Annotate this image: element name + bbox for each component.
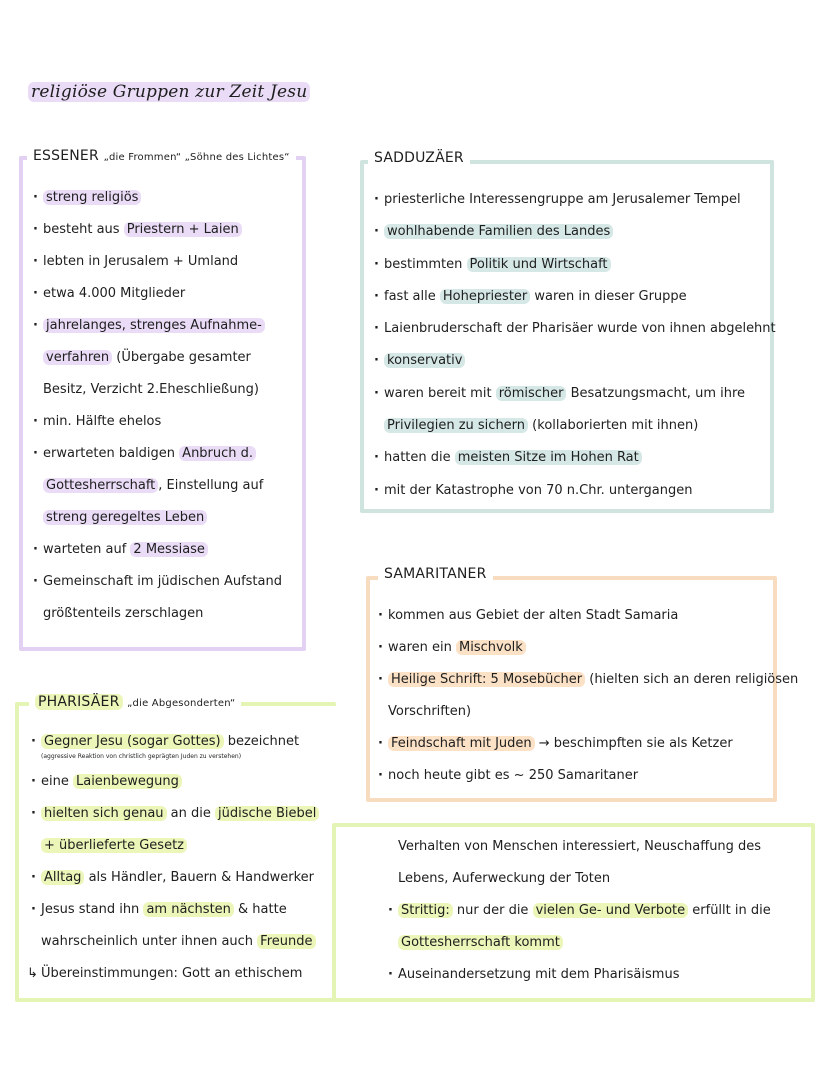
- pharisaeer-list: [31, 726, 319, 990]
- highlighted-text: jüdische Biebel: [215, 806, 319, 821]
- highlighted-text: streng religiös: [43, 190, 141, 205]
- item-text: Laienbruderschaft der Pharisäer wurde von ihnen abgelehnt: [384, 321, 776, 337]
- essener-list: [33, 182, 282, 630]
- list-item: [378, 600, 798, 632]
- list-item: [31, 862, 319, 894]
- pharisaeer-subtitle: „die Abgesonderten“: [127, 698, 236, 709]
- samaritaner-box: [366, 566, 799, 802]
- sadduzaeer-title: SADDUZÄER: [368, 150, 470, 166]
- list-item: [33, 374, 282, 406]
- list-item: [388, 863, 771, 895]
- list-item: [374, 475, 776, 507]
- list-item: [388, 927, 771, 959]
- samaritaner-title: SAMARITANER: [378, 566, 493, 582]
- list-item: [33, 214, 282, 246]
- list-item: [31, 766, 319, 798]
- item-text: erwarteten baldigen: [43, 446, 180, 461]
- list-item: [378, 728, 798, 760]
- highlighted-text: hielten sich genau: [41, 806, 167, 821]
- pharisaeer-title: PHARISÄER: [35, 694, 123, 710]
- highlighted-text: Hohepriester: [440, 289, 530, 304]
- item-text: als Händler, Bauern & Handwerker: [84, 870, 315, 885]
- list-item: [33, 406, 282, 438]
- item-text: fast alle: [384, 288, 440, 304]
- item-text: nur der die: [452, 903, 533, 918]
- highlighted-text: Gottesherrschaft kommt: [398, 935, 563, 950]
- item-text: , Einstellung auf: [158, 478, 264, 493]
- list-item: [33, 278, 282, 310]
- highlighted-text: streng geregeltes Leben: [43, 510, 207, 525]
- item-text: mit der Katastrophe von 70 n.Chr. untergangen: [384, 482, 693, 498]
- highlighted-text: römischer: [496, 386, 567, 401]
- highlighted-text: Gegner Jesu (sogar Gottes): [41, 734, 224, 749]
- item-text: (Übergabe gesamter: [112, 350, 251, 365]
- highlighted-text: Gottesherrschaft: [43, 478, 158, 493]
- essener-box: [19, 148, 306, 651]
- list-item: [31, 958, 319, 990]
- list-item: [33, 534, 282, 566]
- item-text: min. Hälfte ehelos: [43, 414, 162, 429]
- item-text: eine: [41, 774, 73, 789]
- list-item: [33, 470, 282, 502]
- essener-title: ESSENER: [33, 148, 99, 164]
- item-text: kommen aus Gebiet der alten Stadt Samaria: [388, 608, 679, 623]
- highlighted-text: + überlieferte Gesetz: [41, 838, 187, 853]
- item-text: Besitz, Verzicht 2.Eheschließung): [43, 382, 259, 397]
- list-item: [388, 831, 771, 863]
- pharisaeer-list-continued: [388, 831, 771, 991]
- item-text: (kollaborierten mit ihnen): [528, 418, 699, 434]
- item-text: Auseinandersetzung mit dem Pharisäismus: [398, 967, 680, 982]
- item-text: hatten die: [384, 450, 455, 466]
- highlighted-text: Privilegien zu sichern: [384, 418, 528, 433]
- pharisaeer-box-continued: [332, 823, 815, 1002]
- list-item: [374, 313, 776, 345]
- list-item: [388, 895, 771, 927]
- item-text: lebten in Jerusalem + Umland: [43, 254, 239, 269]
- list-item: [31, 926, 319, 958]
- item-text: waren bereit mit: [384, 385, 496, 401]
- item-text: bestimmten: [384, 256, 467, 272]
- item-text: bezeichnet: [223, 734, 300, 749]
- item-text: größtenteils zerschlagen: [43, 606, 204, 621]
- item-text: Übereinstimmungen: Gott an ethischem: [41, 966, 303, 981]
- item-text: Lebens, Auferweckung der Toten: [398, 871, 611, 886]
- highlighted-text: Politik und Wirtschaft: [467, 257, 611, 272]
- list-item: [374, 216, 776, 248]
- item-text: (hielten sich an deren religiösen: [585, 672, 799, 687]
- pharisaeer-box: [15, 694, 336, 1002]
- list-item: [378, 664, 798, 696]
- list-item: [378, 632, 798, 664]
- page-title: religiöse Gruppen zur Zeit Jesu: [28, 82, 310, 102]
- item-text: etwa 4.000 Mitglieder: [43, 286, 186, 301]
- highlighted-text: Anbruch d.: [179, 446, 256, 461]
- essener-subtitle: „die Frommen“ „Söhne des Lichtes“: [103, 152, 290, 163]
- list-item: [374, 281, 776, 313]
- highlighted-text: wohlhabende Familien des Landes: [384, 224, 613, 239]
- highlighted-text: Strittig:: [398, 903, 453, 918]
- item-text: noch heute gibt es ~ 250 Samaritaner: [388, 768, 639, 783]
- list-item: [33, 438, 282, 470]
- list-item: [374, 442, 776, 474]
- item-text: Besatzungsmacht, um ihre: [566, 385, 746, 401]
- highlighted-text: vielen Ge- und Verbote: [533, 903, 689, 918]
- list-item: [388, 959, 771, 991]
- highlighted-text: Mischvolk: [456, 640, 526, 655]
- list-item: [31, 752, 319, 766]
- sadduzaeer-box: [360, 150, 776, 513]
- list-item: [33, 342, 282, 374]
- list-item: [374, 345, 776, 377]
- highlighted-text: am nächsten: [143, 902, 233, 917]
- item-text: an die: [166, 806, 215, 821]
- highlighted-text: Priestern + Laien: [124, 222, 242, 237]
- item-text: besteht aus: [43, 222, 124, 237]
- highlighted-text: verfahren: [43, 350, 112, 365]
- list-item: [378, 696, 798, 728]
- highlighted-text: meisten Sitze im Hohen Rat: [455, 450, 642, 465]
- item-text: priesterliche Interessengruppe am Jerusalemer Tempel: [384, 192, 741, 207]
- item-text: → beschimpften sie als Ketzer: [534, 736, 733, 751]
- list-item: [33, 566, 282, 598]
- list-item: [374, 410, 776, 442]
- item-text: Verhalten von Menschen interessiert, Neuschaffung des: [398, 839, 762, 854]
- item-text: Vorschriften): [388, 704, 472, 719]
- item-text: waren ein: [388, 640, 457, 655]
- list-item: [374, 184, 776, 216]
- list-item: [31, 830, 319, 862]
- list-item: [33, 598, 282, 630]
- list-item: [31, 798, 319, 830]
- list-item: [378, 760, 798, 792]
- highlighted-text: Laienbewegung: [73, 774, 182, 789]
- list-item: [33, 182, 282, 214]
- item-text: wahrscheinlich unter ihnen auch: [41, 934, 258, 949]
- list-item: [374, 378, 776, 410]
- list-item: [33, 502, 282, 534]
- item-text: Jesus stand ihn: [41, 902, 144, 917]
- item-text: warteten auf: [43, 542, 131, 557]
- list-item: [374, 249, 776, 281]
- item-text: & hatte: [233, 902, 287, 917]
- highlighted-text: konservativ: [384, 353, 465, 368]
- highlighted-text: 2 Messiase: [130, 542, 208, 557]
- essener-heading: [27, 148, 296, 164]
- list-item: [33, 310, 282, 342]
- highlighted-text: Alltag: [41, 870, 84, 885]
- highlighted-text: jahrelanges, strenges Aufnahme-: [43, 318, 265, 333]
- highlighted-text: Feindschaft mit Juden: [388, 736, 535, 751]
- list-item: [31, 894, 319, 926]
- list-item: [33, 246, 282, 278]
- item-text: (aggressive Reaktion von christlich geprägten Juden zu verstehen): [41, 753, 242, 760]
- item-text: Gemeinschaft im jüdischen Aufstand: [43, 574, 282, 589]
- item-text: waren in dieser Gruppe: [530, 288, 687, 304]
- samaritaner-list: [378, 600, 798, 792]
- highlighted-text: Freunde: [257, 934, 315, 949]
- highlighted-text: Heilige Schrift: 5 Mosebücher: [388, 672, 585, 687]
- pharisaeer-heading: [29, 694, 241, 710]
- item-text: erfüllt in die: [688, 903, 771, 918]
- sadduzaeer-list: [374, 184, 776, 507]
